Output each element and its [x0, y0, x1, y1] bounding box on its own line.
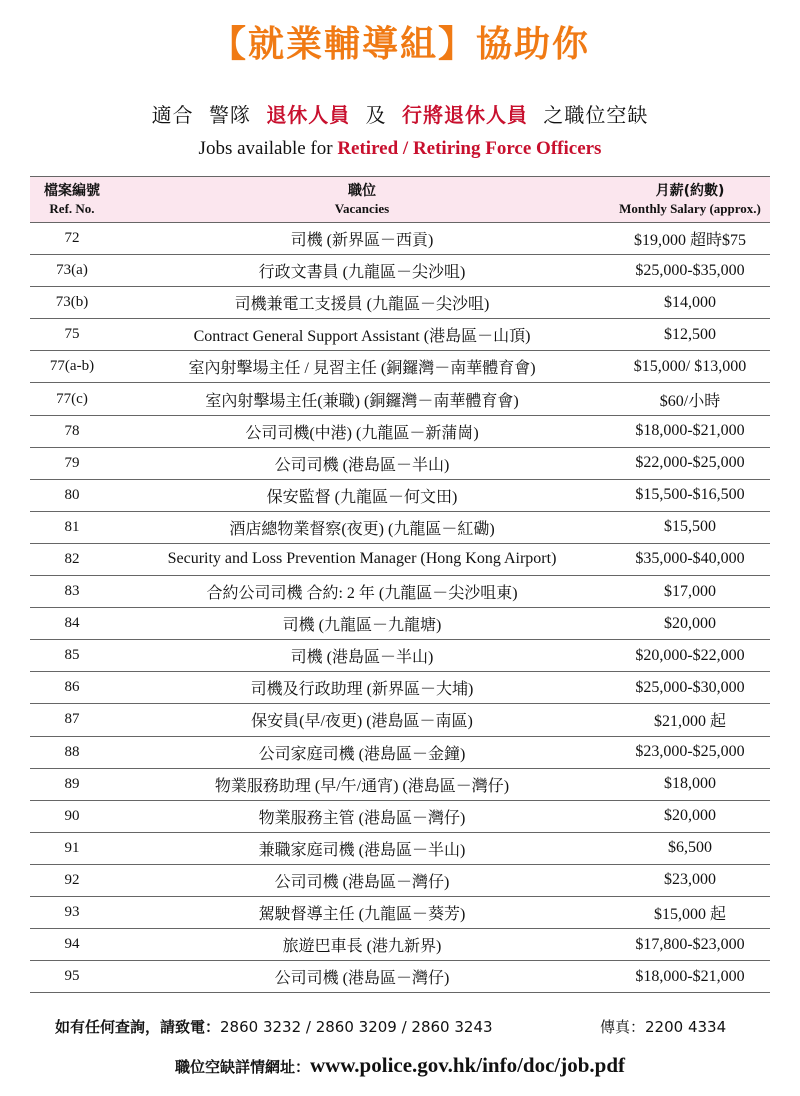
enquiry-phones: 2860 3232 / 2860 3209 / 2860 3243 [220, 1018, 493, 1036]
table-row [30, 383, 770, 415]
fax-info [600, 1016, 726, 1038]
table-row [30, 511, 770, 543]
table-row [30, 768, 770, 800]
subtitle-zh-part4: 之職位空缺 [543, 103, 649, 127]
ref-cell: 86 [30, 672, 114, 704]
header-salary [610, 177, 770, 223]
table-row [30, 255, 770, 287]
vacancy-cell: 司機 (新界區－西貢) [114, 223, 610, 255]
table-row [30, 223, 770, 255]
salary-cell: $25,000-$30,000 [610, 672, 770, 704]
vacancy-cell: 公司司機 (港島區－半山) [114, 447, 610, 479]
ref-cell: 77(a-b) [30, 351, 114, 383]
vacancy-cell: 公司家庭司機 (港島區－金鐘) [114, 736, 610, 768]
vacancy-cell: 保安監督 (九龍區－何文田) [114, 479, 610, 511]
salary-cell: $20,000-$22,000 [610, 640, 770, 672]
salary-cell: $14,000 [610, 287, 770, 319]
salary-cell: $21,000 起 [610, 704, 770, 736]
salary-cell: $18,000-$21,000 [610, 961, 770, 993]
header-salary-zh: 月薪(約數) [655, 182, 725, 199]
vacancy-cell: 室內射擊場主任 / 見習主任 (銅鑼灣－南華體育會) [114, 351, 610, 383]
header-vacancies-en: Vacancies [334, 200, 390, 216]
subtitle-en-highlight: Retired / Retiring Force Officers [337, 138, 602, 159]
vacancy-cell: 兼職家庭司機 (港島區－半山) [114, 832, 610, 864]
table-row [30, 896, 770, 928]
vacancy-cell: 物業服務主管 (港島區－灣仔) [114, 800, 610, 832]
salary-cell: $15,500-$16,500 [610, 479, 770, 511]
ref-cell: 73(b) [30, 287, 114, 319]
vacancy-cell: 公司司機(中港) (九龍區－新蒲崗) [114, 415, 610, 447]
salary-cell: $15,500 [610, 511, 770, 543]
ref-cell: 88 [30, 736, 114, 768]
ref-cell: 83 [30, 576, 114, 608]
salary-cell: $12,500 [610, 319, 770, 351]
vacancy-cell: 行政文書員 (九龍區－尖沙咀) [114, 255, 610, 287]
fax-label: 傳真： [600, 1018, 646, 1036]
ref-cell: 79 [30, 447, 114, 479]
table-row [30, 736, 770, 768]
table-row [30, 961, 770, 993]
vacancy-cell: 公司司機 (港島區－灣仔) [114, 961, 610, 993]
ref-cell: 95 [30, 961, 114, 993]
ref-cell: 90 [30, 800, 114, 832]
subtitle-zh-part2: 警隊 [208, 103, 251, 127]
subtitle-en-part1: Jobs available for [198, 138, 338, 159]
table-row [30, 479, 770, 511]
salary-cell: $6,500 [610, 832, 770, 864]
table-row [30, 608, 770, 640]
enquiry-label: 如有任何查詢，請致電： [55, 1018, 221, 1036]
ref-cell: 85 [30, 640, 114, 672]
job-details-url[interactable]: www.police.gov.hk/info/doc/job.pdf [309, 1053, 626, 1077]
vacancies-table [30, 176, 770, 993]
url-label: 職位空缺詳情網址： [174, 1058, 310, 1076]
subtitle-zh-highlight-retiring: 行將退休人員 [402, 103, 529, 127]
salary-cell: $19,000 超時$75 [610, 223, 770, 255]
subtitle-zh-part1: 適合 [151, 103, 194, 127]
ref-cell: 92 [30, 864, 114, 896]
subtitle-english [0, 136, 800, 162]
ref-cell: 89 [30, 768, 114, 800]
header-ref-no-en: Ref. No. [49, 200, 95, 216]
salary-cell: $20,000 [610, 608, 770, 640]
table-row [30, 929, 770, 961]
table-row [30, 319, 770, 351]
salary-cell: $17,800-$23,000 [610, 929, 770, 961]
vacancy-cell: 公司司機 (港島區－灣仔) [114, 864, 610, 896]
ref-cell: 80 [30, 479, 114, 511]
ref-cell: 91 [30, 832, 114, 864]
vacancy-cell: 保安員(早/夜更) (港島區－南區) [114, 704, 610, 736]
salary-cell: $18,000-$21,000 [610, 415, 770, 447]
table-header-row [30, 177, 770, 223]
salary-cell: $23,000-$25,000 [610, 736, 770, 768]
vacancy-cell: 合約公司司機 合約: 2 年 (九龍區－尖沙咀東) [114, 576, 610, 608]
header-ref-no [30, 177, 114, 223]
salary-cell: $17,000 [610, 576, 770, 608]
vacancy-cell: 司機 (九龍區－九龍塘) [114, 608, 610, 640]
salary-cell: $35,000-$40,000 [610, 543, 770, 575]
ref-cell: 78 [30, 415, 114, 447]
ref-cell: 81 [30, 511, 114, 543]
vacancy-cell: 旅遊巴車長 (港九新界) [114, 929, 610, 961]
table-body [30, 223, 770, 993]
table-row [30, 576, 770, 608]
ref-cell: 84 [30, 608, 114, 640]
table-row [30, 543, 770, 575]
header-salary-en: Monthly Salary (approx.) [619, 200, 761, 216]
salary-cell: $60/小時 [610, 383, 770, 415]
vacancy-cell: 物業服務助理 (早/午/通宵) (港島區－灣仔) [114, 768, 610, 800]
salary-cell: $23,000 [610, 864, 770, 896]
vacancy-cell: 司機及行政助理 (新界區－大埔) [114, 672, 610, 704]
ref-cell: 82 [30, 543, 114, 575]
table-row [30, 864, 770, 896]
ref-cell: 93 [30, 896, 114, 928]
ref-cell: 75 [30, 319, 114, 351]
ref-cell: 77(c) [30, 383, 114, 415]
table-row [30, 415, 770, 447]
table-row [30, 351, 770, 383]
subtitle-zh-part3: 及 [365, 103, 387, 127]
salary-cell: $18,000 [610, 768, 770, 800]
ref-cell: 73(a) [30, 255, 114, 287]
fax-number: 2200 4334 [645, 1018, 727, 1036]
salary-cell: $20,000 [610, 800, 770, 832]
ref-cell: 87 [30, 704, 114, 736]
page-title: 【就業輔導組】協助你 [209, 24, 590, 65]
vacancy-cell: 司機兼電工支援員 (九龍區－尖沙咀) [114, 287, 610, 319]
subtitle-zh-highlight-retired: 退休人員 [266, 103, 351, 127]
table-row [30, 640, 770, 672]
vacancy-cell: 酒店總物業督察(夜更) (九龍區－紅磡) [114, 511, 610, 543]
contact-info [55, 1016, 755, 1038]
header-ref-no-zh: 檔案編號 [44, 182, 100, 199]
vacancy-cell: 駕駛督導主任 (九龍區－葵芳) [114, 896, 610, 928]
salary-cell: $15,000 起 [610, 896, 770, 928]
table-row [30, 287, 770, 319]
table-row [30, 832, 770, 864]
salary-cell: $25,000-$35,000 [610, 255, 770, 287]
table-row [30, 672, 770, 704]
vacancy-cell: Security and Loss Prevention Manager (Hong Kong Airport) [114, 543, 610, 575]
vacancy-cell: Contract General Support Assistant (港島區－山頂) [114, 319, 610, 351]
table-row [30, 800, 770, 832]
salary-cell: $15,000/ $13,000 [610, 351, 770, 383]
vacancy-cell: 室內射擊場主任(兼職) (銅鑼灣－南華體育會) [114, 383, 610, 415]
header-vacancies-zh: 職位 [348, 182, 376, 199]
ref-cell: 72 [30, 223, 114, 255]
salary-cell: $22,000-$25,000 [610, 447, 770, 479]
ref-cell: 94 [30, 929, 114, 961]
header-vacancies [114, 177, 610, 223]
table-row [30, 704, 770, 736]
subtitle-chinese [0, 100, 800, 130]
job-details-url-line [0, 1052, 800, 1080]
table-row [30, 447, 770, 479]
vacancy-cell: 司機 (港島區－半山) [114, 640, 610, 672]
